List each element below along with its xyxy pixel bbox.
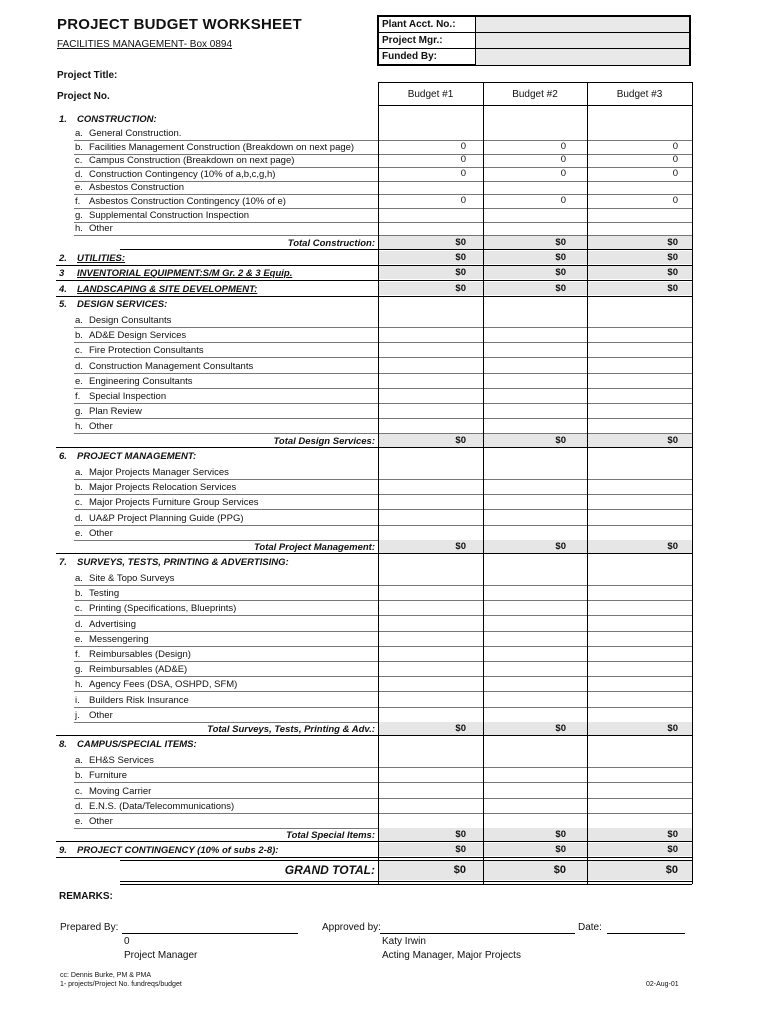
row-divider — [74, 600, 692, 601]
row-divider — [74, 373, 692, 374]
item-letter: c. — [75, 345, 83, 357]
row-divider — [74, 342, 692, 343]
design-item-label: Construction Management Consultants — [89, 360, 254, 372]
section-number: 8. — [59, 739, 67, 750]
footer-cc: cc: Dennis Burke, PM & PMA — [60, 972, 152, 979]
total-surveys-value[interactable]: $0 — [455, 723, 466, 734]
inventorial-equipment-value[interactable]: $0 — [455, 267, 466, 278]
column-divider — [587, 82, 588, 884]
item-letter: f. — [75, 196, 81, 207]
total-management-value[interactable]: $0 — [667, 541, 678, 552]
row-divider — [74, 707, 692, 708]
surveys-item-label: Builders Risk Insurance — [89, 694, 189, 706]
item-letter: b. — [75, 482, 83, 494]
project-title-label: Project Title: — [57, 70, 118, 81]
construction-item-label: Campus Construction (Breakdown on next page) — [89, 155, 295, 167]
plant-acct-field[interactable] — [475, 17, 689, 32]
surveys-item-label: Reimbursables (Design) — [89, 649, 191, 660]
row-divider — [120, 860, 692, 861]
table-top-border — [378, 82, 692, 83]
campus-item-label: Moving Carrier — [89, 785, 152, 797]
row-divider — [56, 296, 692, 297]
construction-item-label: Other — [89, 223, 113, 235]
approved-by-label: Approved by: — [322, 922, 381, 933]
landscaping-value[interactable]: $0 — [555, 283, 566, 294]
row-divider — [74, 479, 692, 480]
inventorial-equipment-value[interactable]: $0 — [667, 267, 678, 278]
section-heading-surveys: SURVEYS, TESTS, PRINTING & ADVERTISING: — [77, 557, 289, 568]
prepared-by-value[interactable]: 0 — [124, 936, 130, 947]
item-letter: h. — [75, 421, 83, 433]
surveys-item-label: Agency Fees (DSA, OSHPD, SFM) — [89, 679, 238, 691]
item-letter: d. — [75, 512, 83, 524]
inventorial-equipment-value[interactable]: $0 — [555, 267, 566, 278]
footer-date: 02-Aug-01 — [646, 981, 679, 988]
grand-total-underline — [120, 881, 692, 882]
item-letter: g. — [75, 664, 83, 676]
design-item-label: AD&E Design Services — [89, 330, 187, 342]
section-number: 4. — [59, 284, 67, 295]
row-divider — [56, 447, 692, 448]
landscaping-value[interactable]: $0 — [455, 283, 466, 294]
row-divider — [74, 691, 692, 692]
date-line — [607, 933, 685, 934]
item-letter: a. — [75, 128, 83, 139]
surveys-item-label: Messengering — [89, 633, 149, 645]
item-letter: d. — [75, 168, 83, 180]
prepared-by-label: Prepared By: — [60, 922, 119, 933]
construction-item-value[interactable]: 0 — [672, 140, 678, 152]
section-heading-utilities: UTILITIES: — [77, 253, 126, 264]
item-letter: d. — [75, 360, 83, 372]
construction-item-value[interactable]: 0 — [560, 195, 566, 206]
section-heading-contingency: PROJECT CONTINGENCY (10% of subs 2-8): — [77, 845, 279, 856]
row-divider — [74, 767, 692, 768]
department-subtitle: FACILITIES MANAGEMENT- Box 0894 — [57, 39, 233, 50]
row-divider — [74, 403, 692, 404]
account-info-box — [377, 15, 691, 66]
total-surveys-value[interactable]: $0 — [667, 723, 678, 734]
budget-column-header: Budget #2 — [512, 89, 558, 100]
construction-item-label: Construction Contingency (10% of a,b,c,g,h) — [89, 168, 276, 180]
construction-item-value[interactable]: 0 — [560, 167, 566, 179]
management-item-label: Other — [89, 527, 113, 539]
management-item-label: Major Projects Furniture Group Services — [89, 497, 259, 509]
construction-item-label: Asbestos Construction Contingency (10% of e) — [89, 196, 286, 207]
total-construction-value[interactable]: $0 — [555, 237, 566, 248]
row-divider — [56, 735, 692, 736]
campus-item-label: Furniture — [89, 770, 128, 782]
section-number: 7. — [59, 557, 67, 568]
approved-by-name: Katy Irwin — [382, 936, 426, 947]
total-design-label: Total Design Services: — [273, 436, 375, 447]
section-heading-management: PROJECT MANAGEMENT: — [77, 451, 197, 462]
total-campus-value[interactable]: $0 — [667, 829, 678, 840]
design-item-label: Plan Review — [89, 406, 142, 418]
grand-total-value[interactable]: $0 — [665, 864, 678, 876]
total-construction-value[interactable]: $0 — [455, 237, 466, 248]
contingency-value[interactable]: $0 — [455, 844, 466, 855]
construction-item-label: Supplemental Construction Inspection — [89, 209, 250, 221]
project-mgr-field[interactable] — [475, 33, 689, 48]
approved-by-title: Acting Manager, Major Projects — [382, 950, 521, 961]
surveys-item-label: Other — [89, 709, 113, 721]
item-letter: b. — [75, 330, 83, 342]
construction-item-value[interactable]: 0 — [560, 140, 566, 152]
budget-column-header: Budget #1 — [407, 89, 454, 100]
total-management-value[interactable]: $0 — [455, 541, 466, 552]
item-letter: d. — [75, 800, 83, 812]
budget-column-header: Budget #3 — [616, 89, 663, 100]
row-divider — [56, 553, 692, 554]
surveys-item-label: Testing — [89, 588, 120, 600]
item-letter: b. — [75, 770, 83, 782]
landscaping-value[interactable]: $0 — [667, 283, 678, 294]
item-letter: a. — [75, 467, 83, 478]
design-item-label: Design Consultants — [89, 315, 172, 326]
row-divider — [74, 525, 692, 526]
plant-acct-label: Plant Acct. No.: — [382, 19, 456, 30]
section-number: 1. — [59, 114, 67, 125]
total-construction-value[interactable]: $0 — [667, 237, 678, 248]
item-letter: b. — [75, 588, 83, 600]
total-surveys-label: Total Surveys, Tests, Printing & Adv.: — [207, 724, 375, 735]
item-letter: h. — [75, 223, 83, 235]
grand-total-value[interactable]: $0 — [453, 864, 466, 876]
row-divider — [74, 661, 692, 662]
contingency-value[interactable]: $0 — [667, 844, 678, 855]
total-campus-value[interactable]: $0 — [555, 829, 566, 840]
design-item-label: Special Inspection — [89, 391, 167, 402]
project-mgr-row — [379, 33, 689, 49]
campus-item-label: E.N.S. (Data/Telecommunications) — [89, 800, 235, 812]
row-divider — [74, 676, 692, 677]
plant-acct-row — [379, 17, 689, 33]
item-letter: e. — [75, 527, 83, 539]
date-label: Date: — [578, 922, 602, 933]
row-divider — [56, 280, 692, 281]
funded-by-field[interactable] — [475, 49, 689, 65]
item-letter: b. — [75, 141, 83, 153]
item-letter: h. — [75, 679, 83, 691]
row-divider — [74, 509, 692, 510]
section-heading-landscaping: LANDSCAPING & SITE DEVELOPMENT: — [77, 284, 258, 295]
item-letter: c. — [75, 497, 83, 509]
row-divider — [74, 782, 692, 783]
management-item-label: Major Projects Manager Services — [89, 467, 229, 478]
surveys-item-label: Reimbursables (AD&E) — [89, 664, 188, 676]
management-item-label: Major Projects Relocation Services — [89, 482, 237, 494]
column-divider — [692, 82, 693, 884]
item-letter: g. — [75, 209, 83, 221]
item-letter: j. — [75, 709, 80, 721]
surveys-item-label: Site & Topo Surveys — [89, 573, 175, 584]
item-letter: c. — [75, 603, 83, 615]
item-letter: f. — [75, 391, 81, 402]
construction-item-value[interactable]: 0 — [460, 140, 466, 152]
section-number: 2. — [59, 253, 67, 264]
contingency-value[interactable]: $0 — [555, 844, 566, 855]
utilities-value[interactable]: $0 — [667, 252, 678, 263]
total-construction-label: Total Construction: — [287, 238, 375, 249]
construction-item-value[interactable]: 0 — [460, 167, 466, 179]
total-campus-value[interactable]: $0 — [455, 829, 466, 840]
item-letter: e. — [75, 375, 83, 387]
row-divider — [56, 841, 692, 842]
row-divider — [74, 813, 692, 814]
row-divider — [74, 631, 692, 632]
total-campus-label: Total Special Items: — [286, 830, 375, 841]
row-divider — [74, 418, 692, 419]
section-heading-inventorial-equipment: INVENTORIAL EQUIPMENT:S/M Gr. 2 & 3 Equip. — [77, 268, 293, 279]
campus-item-label: Other — [89, 816, 113, 828]
grand-total-double-underline — [120, 884, 692, 885]
approved-by-line — [380, 933, 575, 934]
utilities-value[interactable]: $0 — [455, 252, 466, 263]
item-letter: c. — [75, 785, 83, 797]
row-divider — [74, 615, 692, 616]
design-item-label: Engineering Consultants — [89, 375, 193, 387]
total-surveys-value[interactable]: $0 — [555, 723, 566, 734]
item-letter: e. — [75, 816, 83, 828]
row-divider — [74, 327, 692, 328]
grand-total-label: GRAND TOTAL: — [284, 863, 375, 877]
total-design-value[interactable]: $0 — [555, 435, 566, 446]
section-number: 5. — [59, 299, 67, 310]
campus-item-label: EH&S Services — [89, 755, 154, 766]
construction-item-value[interactable]: 0 — [460, 154, 466, 166]
column-divider — [483, 82, 484, 884]
project-no-label: Project No. — [57, 91, 110, 102]
construction-item-label: Facilities Management Construction (Breakdown on next page) — [89, 141, 355, 153]
item-letter: d. — [75, 618, 83, 630]
section-number: 3 — [59, 268, 65, 279]
header-bottom-border — [378, 105, 692, 106]
item-letter: c. — [75, 155, 83, 167]
row-divider — [74, 357, 692, 358]
funded-by-label: Funded By: — [382, 51, 437, 62]
utilities-value[interactable]: $0 — [555, 252, 566, 263]
grand-total-value[interactable]: $0 — [553, 864, 566, 876]
item-letter: e. — [75, 182, 83, 194]
row-divider — [74, 585, 692, 586]
design-item-label: Fire Protection Consultants — [89, 345, 204, 357]
row-divider — [74, 646, 692, 647]
item-letter: a. — [75, 315, 83, 326]
row-divider — [120, 249, 692, 250]
construction-item-value[interactable]: 0 — [460, 195, 466, 206]
item-letter: e. — [75, 633, 83, 645]
project-mgr-label: Project Mgr.: — [382, 35, 443, 46]
item-letter: f. — [75, 649, 81, 660]
page-title: PROJECT BUDGET WORKSHEET — [57, 16, 302, 33]
section-number: 6. — [59, 451, 67, 462]
row-divider — [74, 222, 692, 223]
total-design-value[interactable]: $0 — [667, 435, 678, 446]
item-letter: i. — [75, 694, 80, 706]
section-number: 9. — [59, 845, 67, 856]
surveys-item-label: Printing (Specifications, Blueprints) — [89, 603, 237, 615]
row-divider — [74, 494, 692, 495]
total-management-value[interactable]: $0 — [555, 541, 566, 552]
item-letter: g. — [75, 406, 83, 418]
row-divider — [56, 857, 692, 858]
row-divider — [74, 388, 692, 389]
total-management-label: Total Project Management: — [253, 542, 375, 553]
construction-item-label: Asbestos Construction — [89, 182, 185, 194]
construction-item-value[interactable]: 0 — [672, 154, 678, 166]
total-design-value[interactable]: $0 — [455, 435, 466, 446]
construction-item-value[interactable]: 0 — [560, 154, 566, 166]
remarks-label: REMARKS: — [59, 891, 113, 902]
prepared-by-title: Project Manager — [124, 950, 198, 961]
section-heading-design: DESIGN SERVICES: — [77, 299, 168, 310]
design-item-label: Other — [89, 421, 113, 433]
surveys-item-label: Advertising — [89, 618, 136, 630]
section-heading-campus: CAMPUS/SPECIAL ITEMS: — [77, 739, 197, 750]
funded-by-row — [379, 49, 689, 65]
section-heading-construction: CONSTRUCTION: — [77, 114, 157, 125]
item-letter: a. — [75, 573, 83, 584]
row-divider — [74, 798, 692, 799]
construction-item-value[interactable]: 0 — [672, 167, 678, 179]
footer-path: 1- projects/Project No. fundreqs/budget — [60, 981, 182, 988]
construction-item-value[interactable]: 0 — [672, 195, 678, 206]
construction-item-label: General Construction. — [89, 128, 182, 139]
column-divider — [378, 82, 379, 884]
prepared-by-line — [122, 933, 298, 934]
management-item-label: UA&P Project Planning Guide (PPG) — [89, 512, 244, 524]
item-letter: a. — [75, 755, 83, 766]
